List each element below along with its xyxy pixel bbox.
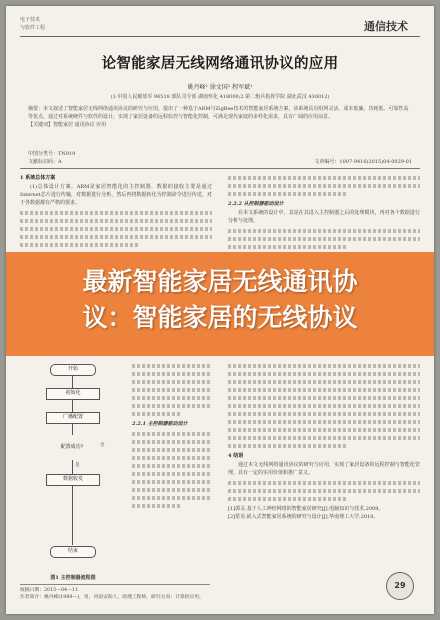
flowchart [20,358,126,572]
text-line [132,464,212,468]
section-4-heading: 4 结语 [228,453,244,459]
page-number: 29 [386,572,414,600]
text-line [132,380,212,384]
text-line [228,436,420,440]
article-number: 文章编号：1007-9416(2015)04-0029-01 [314,159,412,165]
text-line [132,440,212,444]
overlay-banner [6,252,434,356]
journal-name-line2: 与软件工程 [20,25,46,31]
text-line [132,388,212,392]
text-line [132,480,212,484]
footnote [20,587,220,601]
body-text-lines [228,364,420,448]
left-column-bottom [132,360,212,512]
text-line [132,456,212,460]
text-line [228,380,420,384]
text-line [132,372,212,376]
section-1-heading: 1 系统总体方案 [20,175,56,181]
header-divider [20,36,420,37]
text-line [228,412,420,416]
text-line [228,237,420,241]
flow-step-transfer: 数据收发 [46,474,100,486]
text-line [132,504,182,508]
text-line [228,364,420,368]
text-line [228,229,420,233]
text-line [228,176,420,180]
article-affiliation: (1.中国人民解放军 96518 部队司令部 湖南怀化 418000;2.第二炮兵指挥学院 湖北武汉 430012) [110,94,330,100]
reference-2: [2]常昊.嵌入式智能家居系统的研究与设计[J].华南理工大学,2010。 [228,514,379,521]
text-line [228,420,420,424]
doc-code: 文献标识码：A [28,159,62,165]
abstract-text: 摘要：本文叙述了智能家居无线网络通讯协议的研究与应用，提出了一种基于ARM与ZigBee技术的智能家居系统方案，该系统具有组网灵活、成本低廉、功耗低、可靠性高等优点，通过对系统硬件与软件的设计，实现了家居设备的远程监控与智能化控制，可满足现代家庭的多样化需求，具有广阔的应用前景。 [28,106,409,120]
body-text-lines [228,176,420,196]
text-line [228,404,420,408]
article-title: 论智能家居无线网络通讯协议的应用 [101,55,339,72]
section-2-2-2-paragraph: 在本文系统的设计中，其是在其进入主控制器之后的处理模块，再对各个数据进行分析与处理。 [228,210,420,225]
clc-number: 中图分类号：TN919 [28,151,76,157]
section-2-2-2-heading: 2.2.2 从控制器驱动设计 [228,201,284,207]
section-heading: 通信技术 [364,20,408,33]
text-line [20,235,212,239]
article-meta-row [28,158,412,165]
text-line [132,412,182,416]
flow-step-end: 结束 [50,546,96,558]
text-line [132,496,212,500]
text-line [20,211,212,215]
text-line [132,472,212,476]
text-line [228,245,347,249]
text-line [20,219,212,223]
text-line [228,372,420,376]
text-line [20,227,212,231]
body-text-lines [132,432,212,508]
text-line [228,428,420,432]
flow-step-start: 开始 [50,364,96,376]
text-line [228,396,420,400]
text-line [228,497,347,501]
journal-header-left [20,16,45,32]
article-abstract [28,106,412,129]
flow-arrow [72,399,73,412]
text-line [228,444,347,448]
text-line [228,184,420,188]
received-date: 收稿日期：2015—04—11 [20,588,78,593]
text-line [132,364,212,368]
footnote-divider [20,584,210,585]
journal-name-line1: 电子技术 [20,17,41,23]
right-column-bottom [228,360,420,521]
text-line [20,243,139,247]
journal-page [6,6,434,614]
article-authors: 姚丹峰¹ 徐文国² 程军斌¹ [187,84,253,91]
author-bio: 作者简介：姚丹峰(1989—)，男，河南安阳人，助理工程师，研究方向：计算机应用。 [20,595,204,601]
figure-caption: 图1 主控制器流程图 [50,575,96,581]
flow-arrow [72,485,73,545]
text-line [132,404,212,408]
body-text-lines [132,364,212,416]
reference-1: [1]郭灵.基于人工神经网络的智能家居研究[J].电脑知识与技术,2009。 [228,506,384,513]
flow-decision-label: 配置成功? [60,444,84,450]
banner-line-2: 议：智能家居的无线协议 [82,302,358,332]
left-column-top [20,172,212,251]
flow-no-label: 否 [100,443,105,448]
flow-decision [46,435,98,459]
flow-step-broadcast: 广播配置 [46,412,100,424]
meta-divider [20,168,420,169]
text-line [132,488,212,492]
flow-arrow [72,460,73,474]
banner-line-1: 最新智能家居无线通讯协 [82,267,358,296]
text-line [228,192,347,196]
keywords: 【关键词】智能家居 通讯协议 应用 [28,121,107,128]
text-line [228,489,420,493]
flow-yes-label: 是 [75,463,80,468]
text-line [132,396,212,400]
flow-arrow [72,423,73,435]
section-1-paragraph: (1)总体设计方案。ARM是家居智能化的主控制器，数据的接收主要是通过Internet芯片进行传输，对数据进行分析，然后再将数据转化为控制命令进行传送，对于各数据都有严格的要求。 [20,184,212,207]
flow-arrow [72,375,73,388]
section-4-paragraph: 通过本文无线网络通讯协议的研究与应用，实现了家居设备的远程控制与智能化管理，具有一定的实用价值和推广意义。 [228,462,420,477]
body-text-lines [228,229,420,249]
body-text-lines [20,211,212,247]
banner-headline [6,264,434,335]
text-line [228,481,420,485]
text-line [132,432,212,436]
text-line [132,448,212,452]
flow-step-init: 初始化 [46,388,100,400]
right-column-top [228,172,420,253]
text-line [228,388,420,392]
section-2-2-1-heading: 2.2.1 主控制器驱动设计 [132,421,188,427]
body-text-lines [228,481,420,501]
